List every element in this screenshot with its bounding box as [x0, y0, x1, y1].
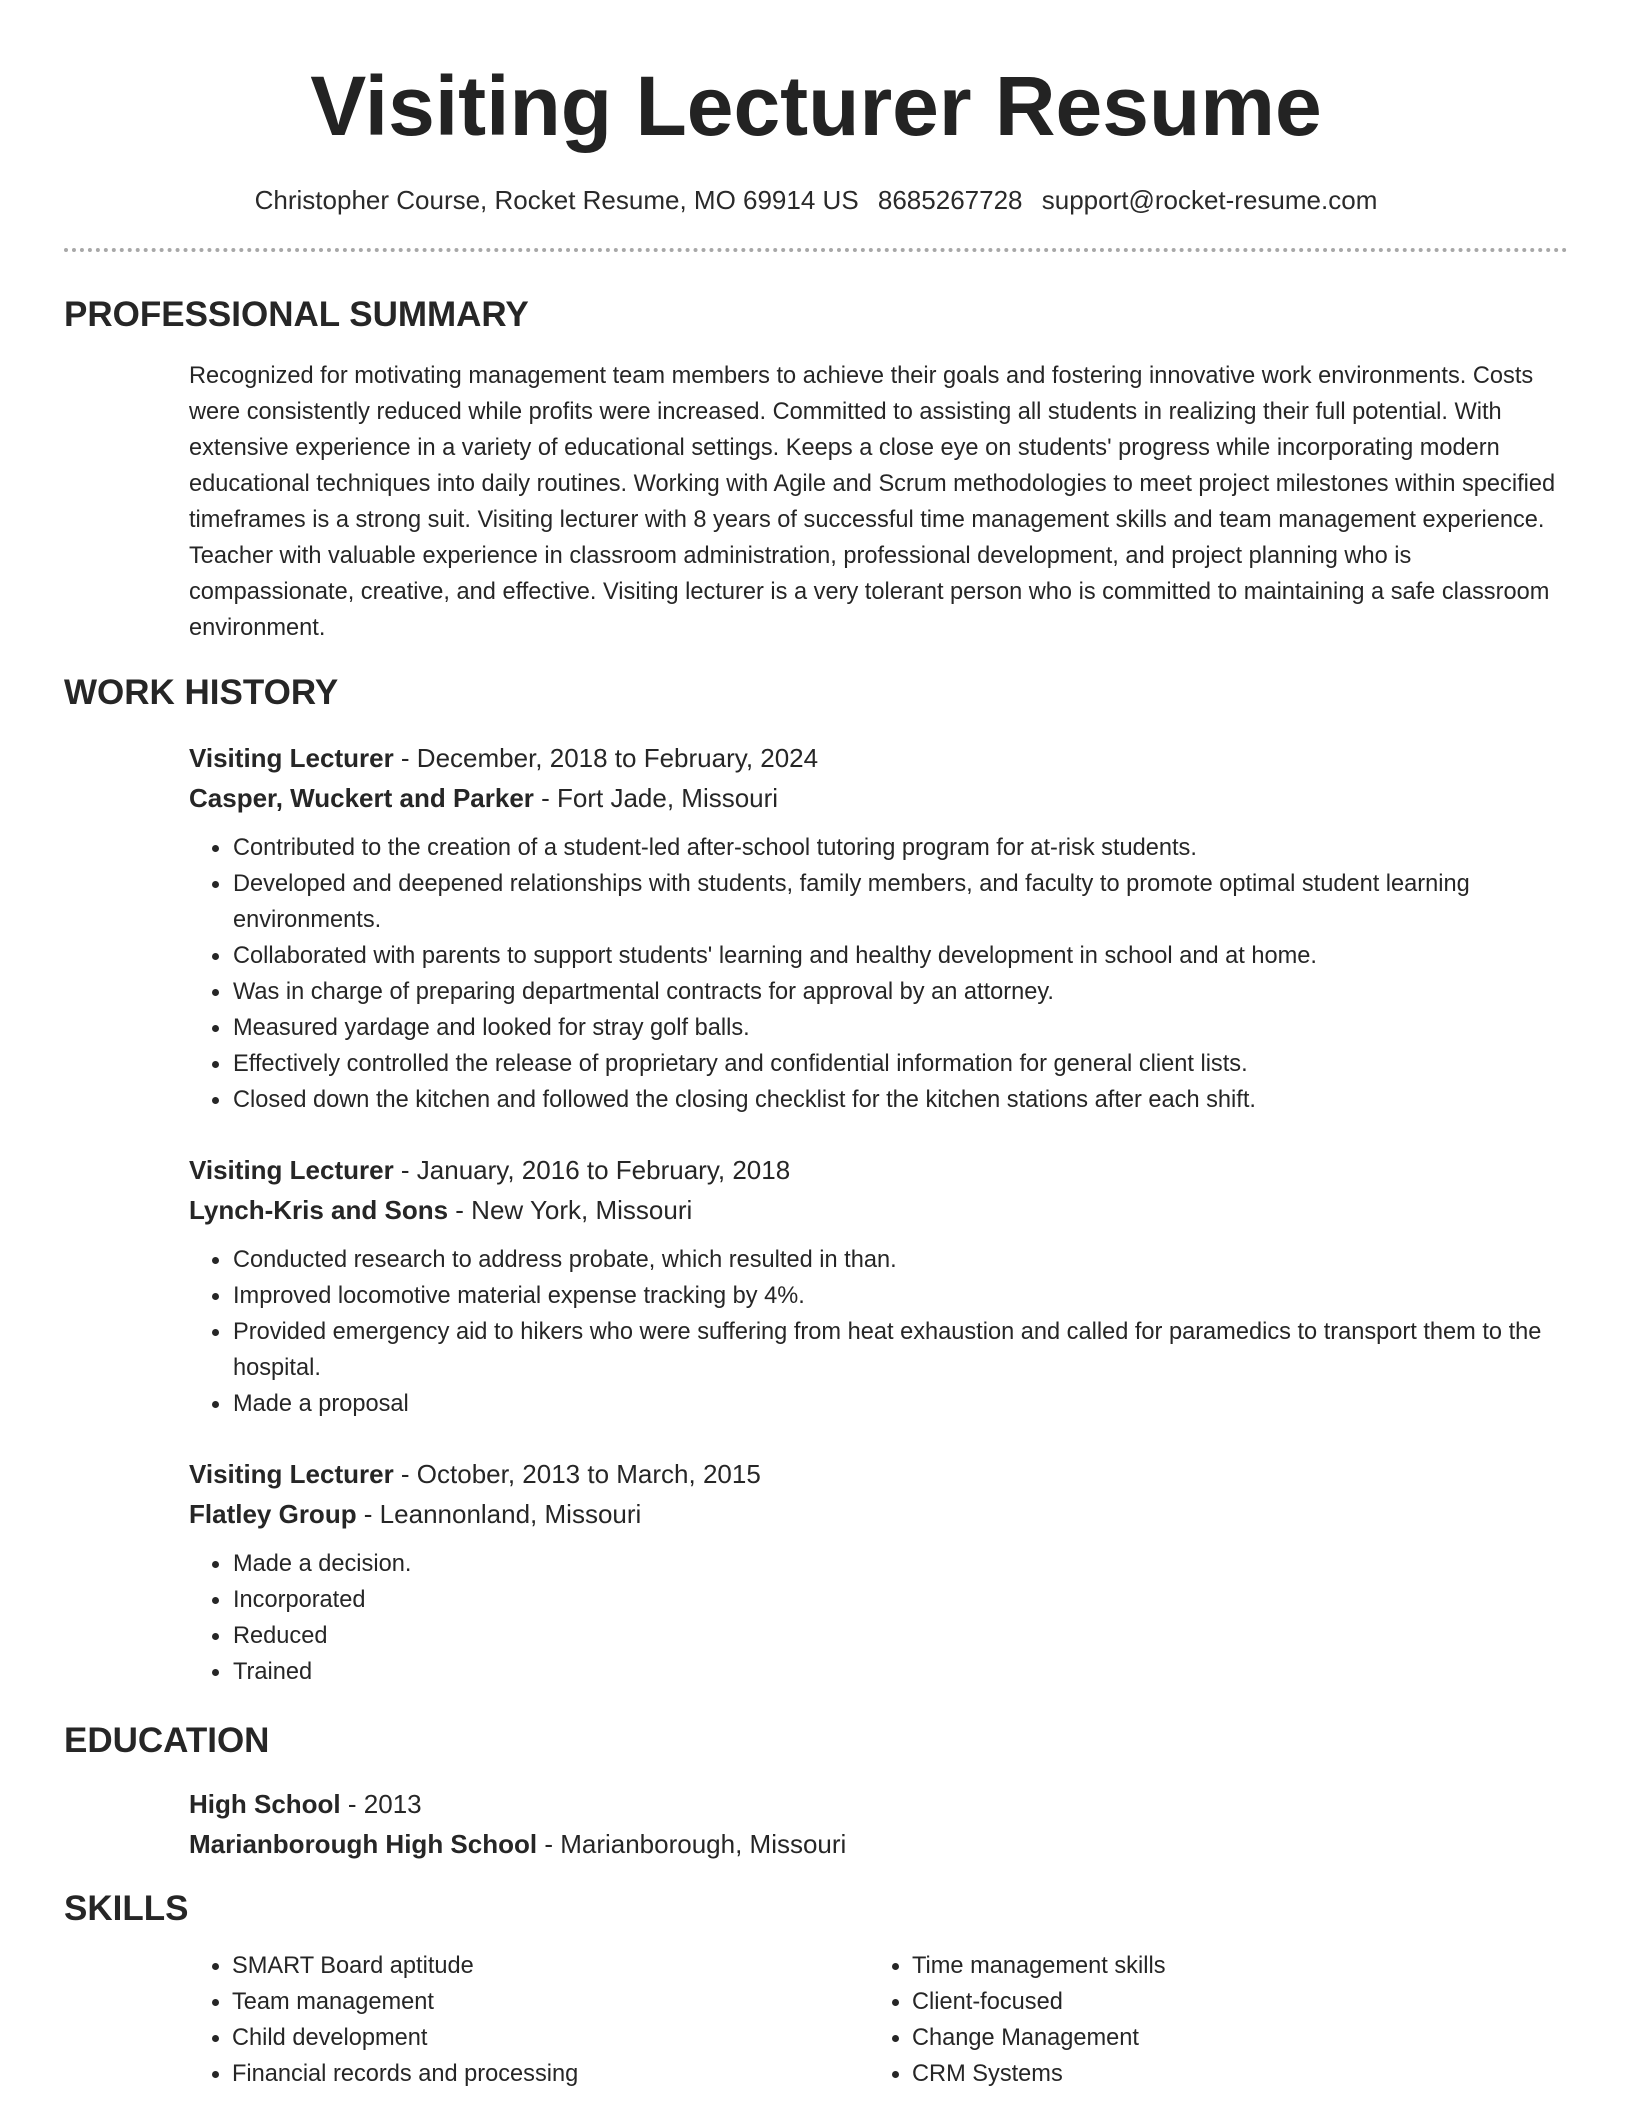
list-item: • Developed and deepened relationships with students, family members, and faculty to promote optimal student learning environments.	[232, 866, 1568, 938]
list-item: • Effectively controlled the release of proprietary and confidential information for general client lists.	[232, 1046, 1568, 1082]
job-duties-list	[189, 1546, 1568, 1690]
job-company-line	[189, 778, 1568, 818]
list-item: • Time management skills	[912, 1948, 1549, 1984]
job-entry	[189, 1150, 1568, 1422]
job-company-line	[189, 1494, 1568, 1534]
job-entry	[189, 738, 1568, 1118]
list-item: • Provided emergency aid to hikers who were suffering from heat exhaustion and called for paramedics to transport them to the hospital.	[232, 1314, 1568, 1386]
summary-heading: PROFESSIONAL SUMMARY	[64, 295, 529, 334]
contact-phone: 8685267728	[877, 185, 1023, 215]
job-dates: - January, 2016 to February, 2018	[393, 1155, 791, 1185]
list-item: • Was in charge of preparing departmental contracts for approval by an attorney.	[232, 974, 1568, 1010]
skills-heading: SKILLS	[64, 1889, 189, 1928]
list-item: • Team management	[232, 1984, 869, 2020]
education-year: - 2013	[340, 1789, 422, 1819]
job-company-line	[189, 1190, 1568, 1230]
list-item: • Trained	[232, 1654, 1568, 1690]
list-item: • Change Management	[912, 2020, 1549, 2056]
contact-address: Christopher Course, Rocket Resume, MO 69914 US	[254, 185, 859, 215]
job-location: - Leannonland, Missouri	[356, 1499, 642, 1529]
job-location: - New York, Missouri	[448, 1195, 693, 1225]
summary-text: Recognized for motivating management team members to achieve their goals and fostering innovative work environments. Costs were consistently reduced while profits were increased. Committed to assisting all students in realizing their full potential. With extensive experience in a variety of educational settings. Keeps a close eye on students' progress while incorporating modern educational techniques into daily routines. Working with Agile and Scrum methodologies to meet project milestones within specified timeframes is a strong suit. Visiting lecturer with 8 years of successful time management skills and team management experience. Teacher with valuable experience in classroom administration, professional development, and project planning who is compassionate, creative, and effective. Visiting lecturer is a very tolerant person who is committed to maintaining a safe classroom environment.	[189, 363, 1556, 641]
list-item: • Financial records and processing	[232, 2056, 869, 2092]
contact-line	[64, 184, 1568, 216]
education-heading: EDUCATION	[64, 1721, 270, 1760]
skills-columns	[189, 1948, 1568, 2092]
list-item: • Conducted research to address probate, which resulted in than.	[232, 1242, 1568, 1278]
job-title: Visiting Lecturer	[189, 743, 394, 773]
resume-page	[64, 0, 1568, 2092]
education-school: Marianborough High School	[189, 1829, 538, 1859]
list-item: • Incorporated	[232, 1582, 1568, 1618]
job-duties-list	[189, 1242, 1568, 1422]
list-item: • Improved locomotive material expense tracking by 4%.	[232, 1278, 1568, 1314]
job-entry	[189, 1454, 1568, 1690]
skills-list-right	[869, 1948, 1549, 2092]
page-title: Visiting Lecturer Resume	[310, 59, 1322, 153]
list-item: • Closed down the kitchen and followed the closing checklist for the kitchen stations after each shift.	[232, 1082, 1568, 1118]
job-duties-list	[189, 830, 1568, 1118]
list-item: • Collaborated with parents to support students' learning and healthy development in school and at home.	[232, 938, 1568, 974]
education-entry	[189, 1784, 1568, 1864]
list-item: • Child development	[232, 2020, 869, 2056]
job-company: Casper, Wuckert and Parker	[189, 783, 534, 813]
list-item: • Made a decision.	[232, 1546, 1568, 1582]
skills-list-left	[189, 1948, 869, 2092]
contact-email: support@rocket-resume.com	[1041, 185, 1378, 215]
list-item: • CRM Systems	[912, 2056, 1549, 2092]
education-school-line	[189, 1824, 1568, 1864]
list-item: • Reduced	[232, 1618, 1568, 1654]
job-company: Flatley Group	[189, 1499, 357, 1529]
job-title-line	[189, 1454, 1568, 1494]
job-title-line	[189, 1150, 1568, 1190]
list-item: • Made a proposal	[232, 1386, 1568, 1422]
job-company: Lynch-Kris and Sons	[189, 1195, 449, 1225]
job-title: Visiting Lecturer	[189, 1155, 394, 1185]
list-item: • Client-focused	[912, 1984, 1549, 2020]
list-item: • Contributed to the creation of a student-led after-school tutoring program for at-risk students.	[232, 830, 1568, 866]
job-dates: - October, 2013 to March, 2015	[393, 1459, 761, 1489]
job-location: - Fort Jade, Missouri	[533, 783, 779, 813]
education-location: - Marianborough, Missouri	[537, 1829, 847, 1859]
job-title: Visiting Lecturer	[189, 1459, 394, 1489]
header-divider	[64, 248, 1568, 252]
education-degree-line	[189, 1784, 1568, 1824]
work-history-heading: WORK HISTORY	[64, 673, 339, 712]
list-item: • SMART Board aptitude	[232, 1948, 869, 1984]
list-item: • Measured yardage and looked for stray golf balls.	[232, 1010, 1568, 1046]
job-title-line	[189, 738, 1568, 778]
job-dates: - December, 2018 to February, 2024	[393, 743, 819, 773]
education-degree: High School	[189, 1789, 341, 1819]
